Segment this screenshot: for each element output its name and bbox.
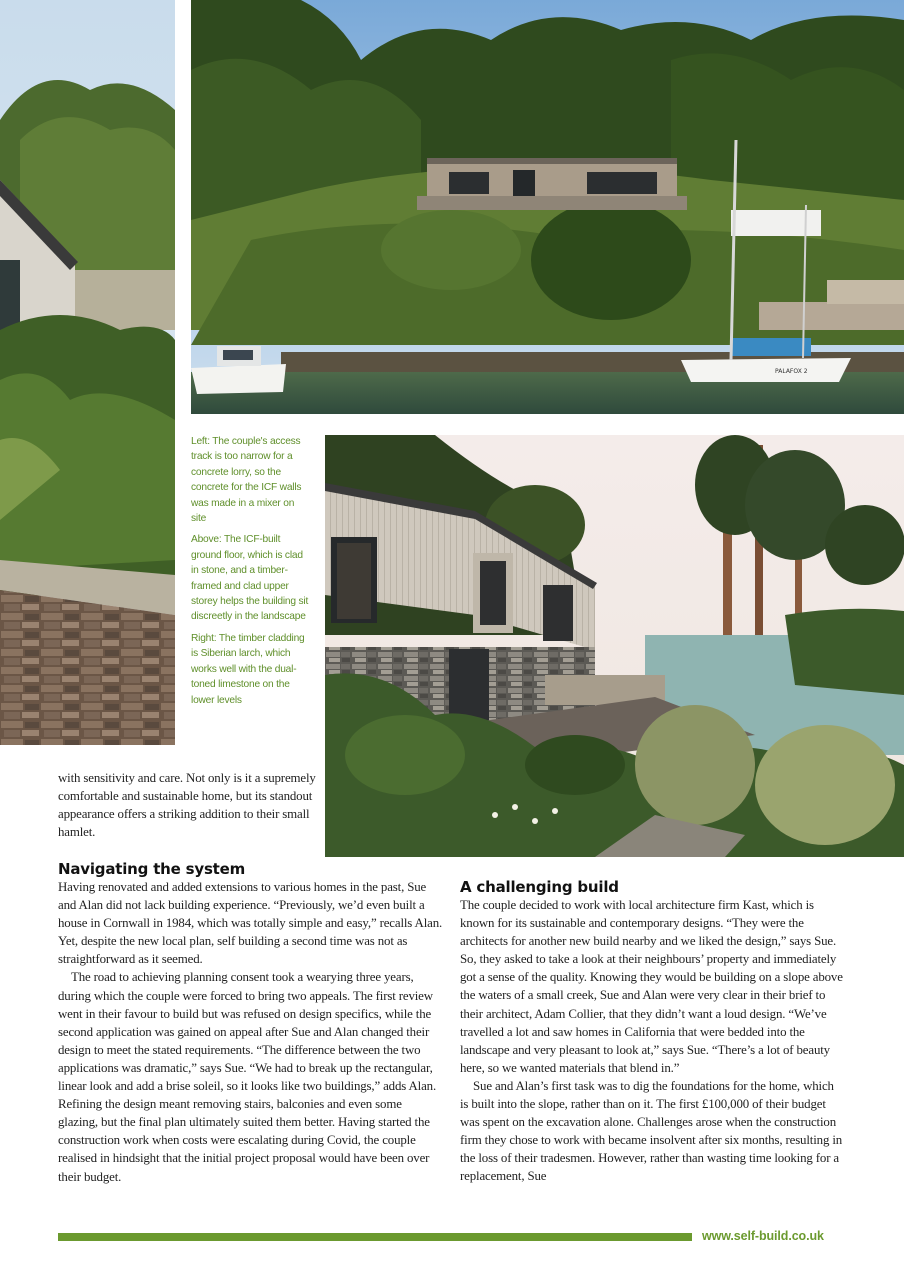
paragraph: The road to achieving planning consent took a wearying three years, during which the couple were forced to bring two appeals. The first review went in their favour to build but was refused on design specifics, while the second application was gained on appeal after Sue and Alan changed their design to meet the stated requirements. “The difference between the two applications was dramatic,” says Sue. “We had to break up the rectangular, linear look and add a brise soleil, so it looks like two buildings,” adds Alan. Refining the design meant removing stairs, balconies and even some glazing, but the final plan ultimately suited them better. Having started the construction work when costs were escalating during Covid, the couple realised in hindsight that the initial project proposal would have been over their budget. <box>58 970 437 1184</box>
intro-paragraph: with sensitivity and care. Not only is it a supremely comfortable and sustainable home, but its standout appearance offers a striking addition to their small hamlet. <box>58 771 316 840</box>
timber-clad-house-photo <box>325 435 904 857</box>
footer-website-url: www.self-build.co.uk <box>702 1229 824 1243</box>
caption-above: Above: The ICF-built ground floor, which is clad in stone, and a timber-framed and clad upper storey helps the building sit discreetly in the landscape <box>191 534 309 623</box>
section-heading-challenging-build: A challenging build <box>460 878 619 896</box>
paragraph: Having renovated and added extensions to various homes in the past, Sue and Alan did not lack building experience. “Previously, we’d even built a house in Cornwall in 1984, which was totally simple and easy,” recalls Alan. Yet, despite the new local plan, self building a second time was not as straightforward as it seemed. <box>58 880 443 967</box>
creek-house-boats-photo <box>191 0 904 414</box>
section-challenging-build-body <box>460 896 845 1186</box>
section-heading-navigating: Navigating the system <box>58 860 246 878</box>
boat-name-label: PALAFOX 2 <box>775 368 808 375</box>
footer-accent-bar <box>58 1233 692 1241</box>
paragraph: Sue and Alan’s first task was to dig the foundations for the home, which is built into the slope, rather than on it. The first £100,000 of their budget was spent on the excavation alone. Challenges arose when the construction firm they chose to work with became insolvent after six months, resulting in the loss of their tradesmen. However, rather than wasting time looking for a replacement, Sue <box>460 1078 843 1184</box>
caption-right: Right: The timber cladding is Siberian larch, which works well with the dual-toned limestone on the lower levels <box>191 632 305 706</box>
paragraph: The couple decided to work with local architecture firm Kast, which is known for its sustainable and contemporary designs. “They were the architects for another new build nearby and we liked the design,” says Sue. So, they asked to take a look at their neighbours’ property and immediately got a sense of the quality. Knowing they would be building on a slope above the waters of a small creek, Sue and Alan were very clear in their brief to their architect, Adam Collier, that they didn’t want a loud design. “We’ve travelled a lot and saw homes in California that were bedded into the landscape and very pleasant to look at,” says Sue. “There’s a lot of beauty here, so we wanted materials that blend in.” <box>460 898 843 1075</box>
stone-wall-house-photo <box>0 0 175 745</box>
photo-captions <box>191 434 309 714</box>
section-navigating-body <box>58 878 443 1186</box>
caption-left: Left: The couple's access track is too narrow for a concrete lorry, so the concrete for the ICF walls was made in a mixer on site <box>191 436 302 525</box>
